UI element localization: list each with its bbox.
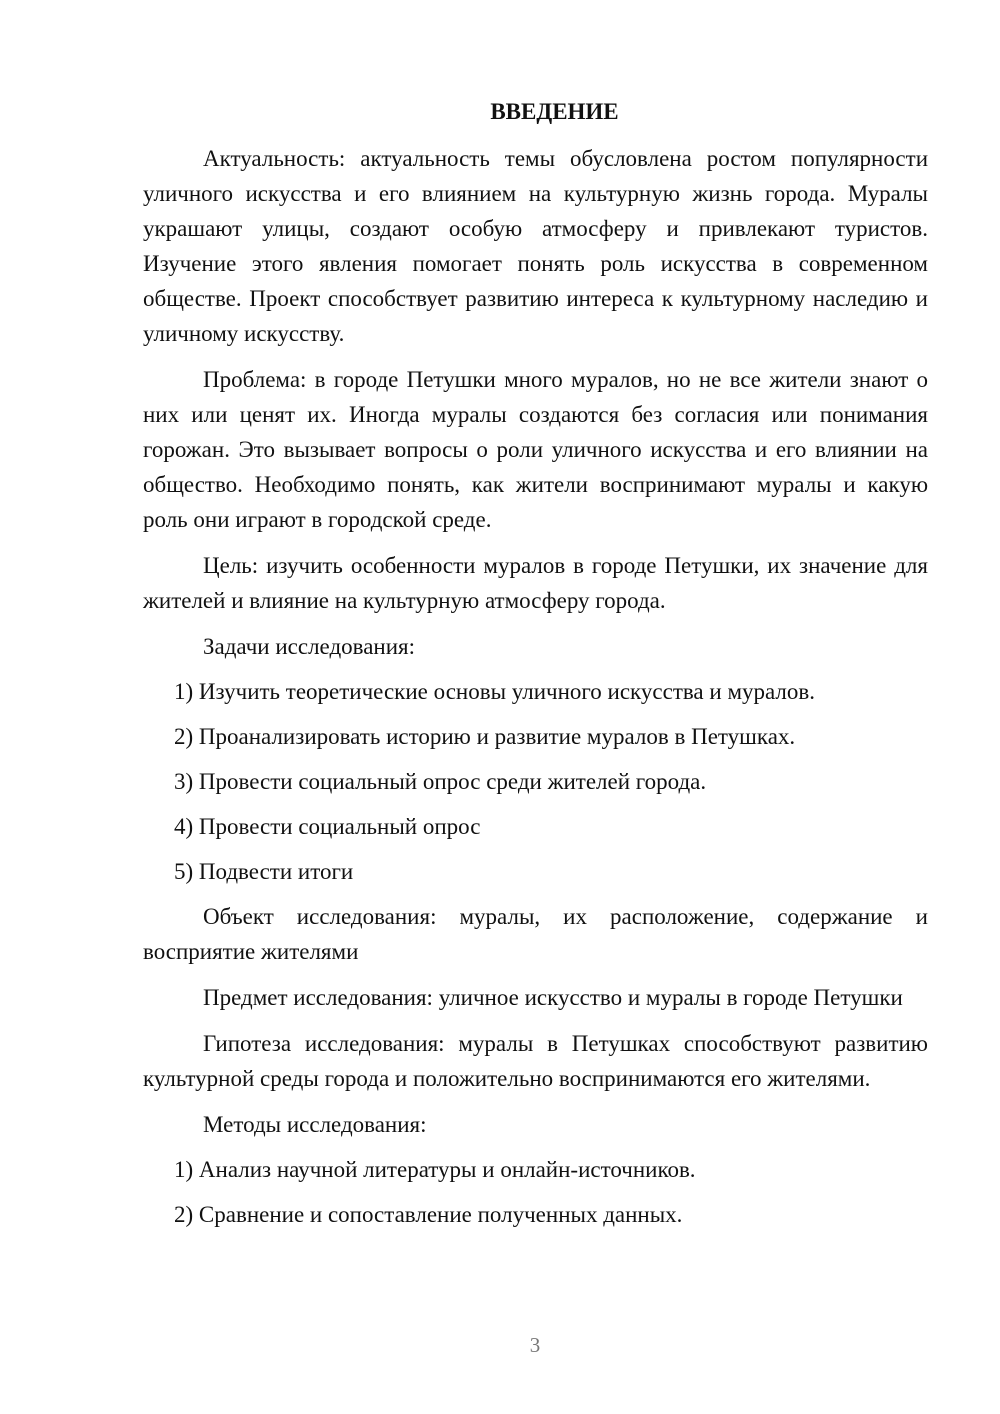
task-item: 2) Проанализировать историю и развитие муралов в Петушках. (174, 724, 796, 749)
page-number: 3 (529, 1333, 541, 1357)
object-paragraph: Объект исследования: муралы, их расположение, содержание и восприятие жителями (143, 904, 928, 964)
subject-paragraph: Предмет исследования: уличное искусство и муралы в городе Петушки (203, 985, 903, 1010)
task-item: 4) Провести социальный опрос (174, 814, 481, 839)
section-title: ВВЕДЕНИЕ (490, 99, 619, 124)
method-item: 2) Сравнение и сопоставление полученных данных. (174, 1202, 683, 1227)
problem-paragraph: Проблема: в городе Петушки много муралов, но не все жители знают о них или ценят их. Иногда муралы создаются без согласия или понимания горожан. Это вызывает вопросы о роли уличного искусства и его влиянии на общество. Необходимо понять, как жители воспринимают муралы и какую роль они играют в городской среде. (143, 367, 928, 532)
hypothesis-paragraph: Гипотеза исследования: муралы в Петушках способствуют развитию культурной среды города и положительно воспринимаются его жителями. (143, 1031, 928, 1091)
task-item: 3) Провести социальный опрос среди жителей города. (174, 769, 707, 794)
relevance-paragraph: Актуальность: актуальность темы обусловлена ростом популярности уличного искусства и его влиянием на культурную жизнь города. Муралы украшают улицы, создают особую атмосферу и привлекают туристов. Изучение этого явления помогает понять роль искусства в современном обществе. Проект способствует развитию интереса к культурному наследию и уличному искусству. (143, 146, 928, 346)
tasks-label: Задачи исследования: (203, 634, 416, 659)
methods-label: Методы исследования: (203, 1112, 427, 1137)
goal-paragraph: Цель: изучить особенности муралов в городе Петушки, их значение для жителей и влияние на культурную атмосферу города. (143, 553, 928, 613)
task-item: 5) Подвести итоги (174, 859, 354, 884)
page-content (143, 94, 928, 1242)
task-item: 1) Изучить теоретические основы уличного искусства и муралов. (174, 679, 815, 704)
method-item: 1) Анализ научной литературы и онлайн-источников. (174, 1157, 696, 1182)
